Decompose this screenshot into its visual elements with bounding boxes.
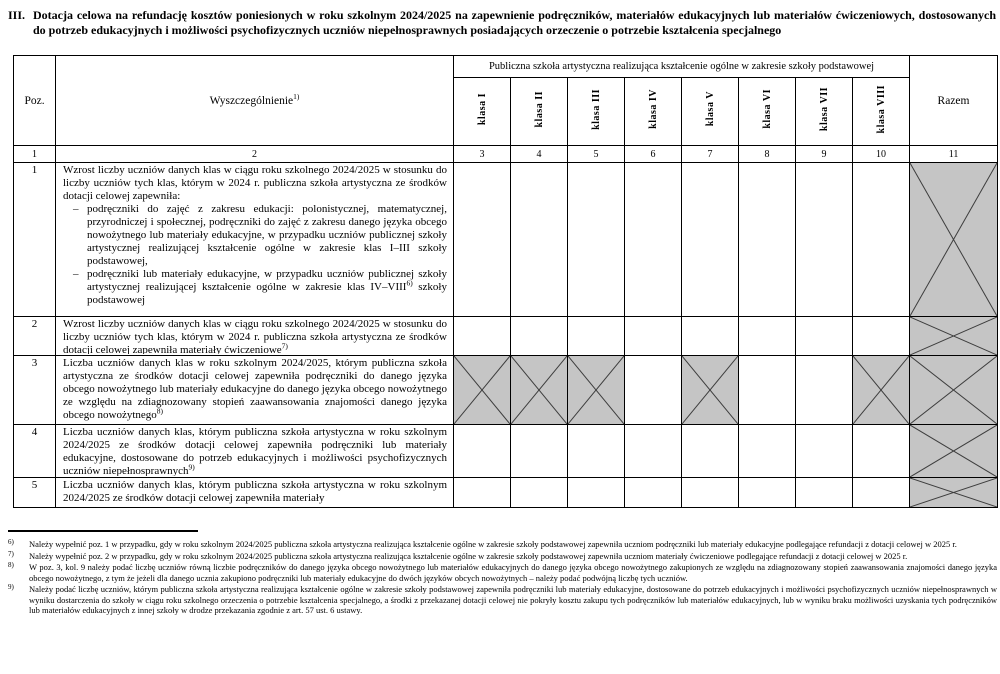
- klasa-cell-empty: [454, 317, 511, 356]
- table-header-row-1: [14, 56, 998, 78]
- column-number: 10: [853, 146, 910, 163]
- section-number: III.: [8, 8, 26, 22]
- column-group-header: Publiczna szkoła artystyczna realizująca kształcenie ogólne w zakresie szkoły podstawowej: [454, 56, 910, 78]
- column-number: 5: [568, 146, 625, 163]
- klasa-cell-empty: [568, 163, 625, 317]
- klasa-cell-empty: [568, 317, 625, 356]
- crossed-out-icon: [910, 317, 997, 355]
- crossed-out-icon: [853, 356, 909, 424]
- klasa-cell-empty: [625, 317, 682, 356]
- crossed-out-icon: [910, 163, 997, 316]
- description-paragraph: Wzrost liczby uczniów danych klas w ciągu roku szkolnego 2024/2025 w stosunku do liczby uczniów tych klas, którym w 2024 r. publiczna szkoła artystyczna ze środków dotacji celowej zapewniła materiały ćwiczeniowe$^{7)}$: [63, 318, 447, 354]
- footnote: [8, 539, 997, 550]
- klasa-cell-crossed: [511, 356, 568, 425]
- crossed-out-icon: [910, 356, 997, 424]
- klasa-cell-empty: [682, 425, 739, 478]
- footnote-marker: 8): [156, 406, 164, 416]
- row-number: 1: [14, 163, 56, 317]
- klasa-cell-empty: [853, 317, 910, 356]
- row-description: [56, 317, 454, 356]
- column-header-klasa-1: klasa I: [454, 78, 511, 146]
- description-paragraph: Wzrost liczby uczniów danych klas w ciągu roku szkolnego 2024/2025 w stosunku do liczby uczniów tych klas, którym w 2024 r. publiczna szkoła artystyczna ze środków dotacji celowej zapewniła:: [63, 164, 447, 202]
- klasa-cell-crossed: [682, 356, 739, 425]
- footnote-text: W poz. 3, kol. 9 należy podać liczbę uczniów równą liczbie podręczników do danego języka obcego nowożytnego lub materiałów edukacyjnych do danego języka obcego nowożytnego zakupionych ze względu na zdiagnozowany stopień zaawansowania znajomości danego języka obcego nowożytnego, z tym że jeżeli dla danego ucznia zakupiono podręczniki lub materiały edukacyjne do dwóch języków obcych nowożytnych – należy podać podwójną liczbę tych uczniów.: [29, 562, 997, 583]
- row-number: 5: [14, 478, 56, 508]
- klasa-cell-empty: [568, 478, 625, 508]
- klasa-cell-empty: [796, 317, 853, 356]
- footnote-text: Należy wypełnić poz. 1 w przypadku, gdy w roku szkolnym 2024/2025 publiczna szkoła artystyczna realizująca kształcenie ogólne w zakresie szkoły podstawowej zapewniła uczniom podręczniki lub materiały edukacyjne podlegające refundacji z dotacji celowej w 2025 r.: [29, 539, 957, 549]
- column-header-klasa-6: klasa VI: [739, 78, 796, 146]
- footnote-marker: 8): [8, 561, 14, 569]
- klasa-cell-crossed: [454, 356, 511, 425]
- klasa-cell-empty: [796, 478, 853, 508]
- razem-cell-crossed: [910, 163, 998, 317]
- footnote: [8, 584, 997, 616]
- razem-cell-crossed: [910, 317, 998, 356]
- klasa-cell-empty: [454, 163, 511, 317]
- column-number: 7: [682, 146, 739, 163]
- column-header-poz: Poz.: [14, 56, 56, 146]
- crossed-out-icon: [568, 356, 624, 424]
- klasa-cell-empty: [454, 425, 511, 478]
- footnote-separator: [8, 530, 198, 532]
- klasa-cell-empty: [853, 163, 910, 317]
- klasa-cell-empty: [625, 425, 682, 478]
- crossed-out-icon: [910, 478, 997, 507]
- klasa-cell-crossed: [568, 356, 625, 425]
- klasa-cell-empty: [739, 425, 796, 478]
- column-header-klasa-7: klasa VII: [796, 78, 853, 146]
- crossed-out-icon: [511, 356, 567, 424]
- klasa-cell-empty: [511, 317, 568, 356]
- table-body: [14, 163, 998, 508]
- footnote: [8, 551, 997, 562]
- column-header-razem: Razem: [910, 56, 998, 146]
- footnote-marker: 9): [188, 462, 195, 472]
- table-row: [14, 425, 998, 478]
- footnote-marker: 7): [8, 549, 14, 558]
- column-header-klasa-8: klasa VIII: [853, 78, 910, 146]
- footnote-marker: 7): [281, 341, 288, 351]
- description-paragraph: Liczba uczniów danych klas w roku szkolnym 2024/2025, którym publiczna szkoła artystyczna ze środków dotacji celowej zapewniła podręczniki do danego języka obcego nowożytnego lub materiały edukacyjne do danego języka obcego nowożytnego ze względu na zdiagnozowany stopień zaawansowania znajomości danego języka obcego nowożytnego$^{8)}$: [63, 357, 447, 421]
- klasa-cell-empty: [625, 356, 682, 425]
- klasa-cell-empty: [682, 317, 739, 356]
- klasa-cell-empty: [625, 163, 682, 317]
- header-footnote-marker: 1): [293, 91, 300, 101]
- crossed-out-icon: [682, 356, 738, 424]
- row-description: [56, 356, 454, 425]
- footnote-text: Należy podać liczbę uczniów, którym publiczna szkoła artystyczna realizująca kształcenie ogólne w zakresie szkoły podstawowej zapewniła podręczniki lub materiały edukacyjne, dostosowane do potrzeb edukacyjnych i możliwości psychofizycznych uczniów niepełnosprawnych w wyniku dostarczenia do szkoły w ciągu roku szkolnego orzeczenia o potrzebie kształcenia specjalnego, a środki z przekazanej dotacji celowej nie pokryły kosztu zakupu tych podręczników lub materiałów edukacyjnych, lub w wyniku braku możliwości uzyskania tych podręczników lub materiałów edukacyjnych z innej szkoły w drodze przekazania zgodnie z art. 57 ust. 6 ustawy.: [29, 584, 997, 615]
- table-row: [14, 356, 998, 425]
- column-number: 6: [625, 146, 682, 163]
- row-number: 2: [14, 317, 56, 356]
- column-header-klasa-3: klasa III: [568, 78, 625, 146]
- description-paragraph: Liczba uczniów danych klas, którym publiczna szkoła artystyczna w roku szkolnym 2024/2025 ze środków dotacji celowej zapewniła materiały: [63, 479, 447, 504]
- row-description: [56, 478, 454, 508]
- column-header-klasa-2: klasa II: [511, 78, 568, 146]
- klasa-cell-empty: [796, 356, 853, 425]
- bullet-dash: –: [73, 268, 79, 280]
- klasa-cell-empty: [511, 478, 568, 508]
- klasa-cell-empty: [568, 425, 625, 478]
- column-number: 11: [910, 146, 998, 163]
- klasa-cell-empty: [853, 478, 910, 508]
- razem-cell-crossed: [910, 478, 998, 508]
- row-number: 3: [14, 356, 56, 425]
- column-number: 8: [739, 146, 796, 163]
- row-description: [56, 163, 454, 317]
- row-description: [56, 425, 454, 478]
- column-number: 9: [796, 146, 853, 163]
- klasa-cell-empty: [739, 478, 796, 508]
- klasa-cell-crossed: [853, 356, 910, 425]
- column-number: 2: [56, 146, 454, 163]
- klasa-cell-empty: [625, 478, 682, 508]
- razem-cell-crossed: [910, 425, 998, 478]
- footnotes: [8, 539, 997, 616]
- column-number: 4: [511, 146, 568, 163]
- footnote-marker: 6): [8, 538, 14, 546]
- klasa-cell-empty: [454, 478, 511, 508]
- klasa-cell-empty: [739, 317, 796, 356]
- bullet-item: – podręczniki lub materiały edukacyjne, w przypadku uczniów publicznej szkoły artystycznej realizującej kształcenie ogólne w zakresie klas IV–VIII$^{6)}$ szkoły podstawowej: [63, 268, 447, 307]
- klasa-cell-empty: [853, 425, 910, 478]
- column-header-wyszczegolnienie: Wyszczególnienie$^{1)}$: [56, 56, 454, 146]
- klasa-cell-empty: [511, 425, 568, 478]
- klasa-cell-empty: [511, 163, 568, 317]
- description-paragraph: Liczba uczniów danych klas, którym publiczna szkoła artystyczna w roku szkolnym 2024/2025 ze środków dotacji celowej zapewniła podręczniki lub materiały edukacyjne, dostosowane do potrzeb edukacyjnych i możliwości psychofizycznych uczniów niepełnosprawnych$^{9)}$: [63, 426, 447, 476]
- table-row: [14, 163, 998, 317]
- klasa-cell-empty: [682, 478, 739, 508]
- column-number: 3: [454, 146, 511, 163]
- table-row: [14, 478, 998, 508]
- footnote-text: Należy wypełnić poz. 2 w przypadku, gdy w roku szkolnym 2024/2025 publiczna szkoła artystyczna realizująca kształcenie ogólne w zakresie szkoły podstawowej zapewniła uczniom materiały ćwiczeniowe podlegające refundacji z dotacji celowej w 2025 r.: [29, 550, 908, 561]
- bullet-item: – podręczniki do zajęć z zakresu edukacji: polonistycznej, matematycznej, przyrodniczej i społecznej, podręczniki do zajęć z zakresu danego języka obcego nowożytnego lub materiały edukacyjne, w przypadku uczniów publicznej szkoły artystycznej realizującej kształcenie ogólne w zakresie klas I–III szkoły podstawowej,: [63, 203, 447, 268]
- column-header-klasa-4: klasa IV: [625, 78, 682, 146]
- section-title-text: Dotacja celowa na refundację kosztów poniesionych w roku szkolnym 2024/2025 na zapewnienie podręczników, materiałów edukacyjnych lub materiałów ćwiczeniowych, dostosowanych do potrzeb edukacyjnych i możliwości psychofizycznych uczniów niepełnosprawnych posiadających orzeczenie o potrzebie kształcenia specjalnego: [33, 8, 996, 37]
- footnote: [8, 562, 997, 583]
- klasa-cell-empty: [739, 356, 796, 425]
- crossed-out-icon: [910, 425, 997, 477]
- klasa-cell-empty: [796, 163, 853, 317]
- razem-cell-crossed: [910, 356, 998, 425]
- section-title: [8, 8, 996, 38]
- crossed-out-icon: [454, 356, 510, 424]
- klasa-cell-empty: [682, 163, 739, 317]
- bullet-dash: –: [73, 203, 79, 215]
- footnote-marker: 6): [406, 278, 413, 288]
- footnote-marker: 9): [8, 583, 14, 591]
- klasa-cell-empty: [739, 163, 796, 317]
- column-header-klasa-5: klasa V: [682, 78, 739, 146]
- klasa-cell-empty: [796, 425, 853, 478]
- subsidy-refund-table: [13, 55, 998, 508]
- column-number: 1: [14, 146, 56, 163]
- row-number: 4: [14, 425, 56, 478]
- table-row: [14, 317, 998, 356]
- column-number-row: [14, 146, 998, 163]
